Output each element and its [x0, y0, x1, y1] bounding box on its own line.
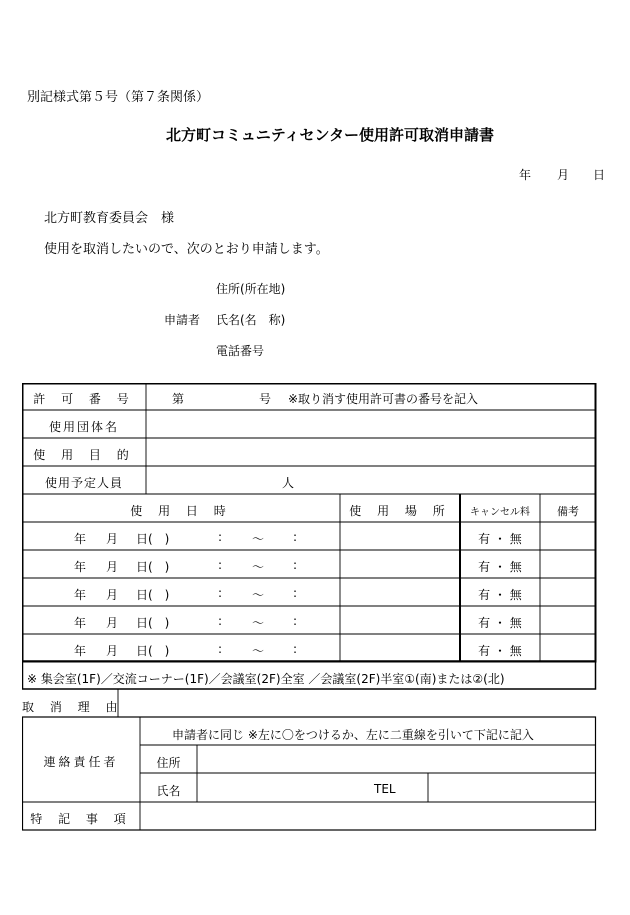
- schedule-year: 年: [74, 616, 87, 630]
- permit-number-suffix: 号: [259, 392, 272, 406]
- cancel-fee-choice: 有 ・ 無: [478, 560, 522, 574]
- schedule-day: 日( ): [136, 616, 170, 630]
- schedule-month: 月: [106, 560, 119, 574]
- schedule-year: 年: [74, 588, 87, 602]
- schedule-colon-start: :: [218, 586, 223, 600]
- contact-label: 連絡責任者: [43, 755, 119, 769]
- cancel-fee-choice: 有 ・ 無: [478, 532, 522, 546]
- schedule-day: 日( ): [136, 532, 170, 546]
- contact-tel-label: TEL: [374, 782, 396, 796]
- schedule-colon-end: :: [293, 614, 298, 628]
- group-name-label: 使用団体名: [48, 420, 119, 434]
- cancel-fee-header: キャンセル料: [470, 507, 530, 518]
- schedule-colon-start: :: [218, 558, 223, 572]
- schedule-colon-start: :: [218, 642, 223, 656]
- date-day-label: 日: [593, 168, 606, 182]
- addressee: 北方町教育委員会 様: [44, 211, 175, 226]
- special-notes-label: 特 記 事 項: [30, 812, 132, 826]
- cancel-fee-choice: 有 ・ 無: [478, 644, 522, 658]
- applicant-name-label: 氏名(名 称): [216, 313, 286, 327]
- datetime-header: 使 用 日 時: [130, 504, 232, 518]
- schedule-day: 日( ): [136, 644, 170, 658]
- page-title: 北方町コミュニティセンター使用許可取消申請書: [166, 126, 494, 144]
- schedule-month: 月: [106, 616, 119, 630]
- contact-address-label: 住所: [156, 756, 181, 770]
- cancel-fee-choice: 有 ・ 無: [478, 588, 522, 602]
- place-header: 使 用 場 所: [349, 504, 451, 518]
- schedule-year: 年: [74, 532, 87, 546]
- people-unit: 人: [282, 476, 295, 490]
- remarks-header: 備考: [557, 505, 579, 518]
- schedule-month: 月: [106, 532, 119, 546]
- date-month-label: 月: [557, 168, 570, 182]
- schedule-colon-end: :: [293, 558, 298, 572]
- applicant-address-label: 住所(所在地): [216, 282, 286, 296]
- schedule-colon-end: :: [293, 530, 298, 544]
- schedule-tilde: ～: [252, 532, 265, 546]
- intro-text: 使用を取消したいので、次のとおり申請します。: [44, 242, 329, 257]
- contact-name-label: 氏名: [156, 784, 181, 798]
- schedule-year: 年: [74, 644, 87, 658]
- permit-number-note: ※取り消す使用許可書の番号を記入: [288, 392, 479, 406]
- schedule-tilde: ～: [252, 588, 265, 602]
- rooms-note: ※ 集会室(1F)／交流コーナー(1F)／会議室(2F)全室 ／会議室(2F)半室①(南)または②(北): [27, 672, 505, 686]
- schedule-year: 年: [74, 560, 87, 574]
- schedule-colon-end: :: [293, 586, 298, 600]
- permit-number-label: 許 可 番 号: [33, 392, 135, 406]
- contact-note: 申請者に同じ ※左に〇をつけるか、左に二重線を引いて下記に記入: [172, 728, 534, 742]
- applicant-role-label: 申請者: [164, 313, 201, 327]
- schedule-tilde: ～: [252, 560, 265, 574]
- schedule-tilde: ～: [252, 644, 265, 658]
- schedule-month: 月: [106, 588, 119, 602]
- permit-number-prefix: 第: [172, 392, 185, 406]
- applicant-phone-label: 電話番号: [216, 344, 265, 358]
- schedule-colon-start: :: [218, 614, 223, 628]
- schedule-colon-start: :: [218, 530, 223, 544]
- date-year-label: 年: [519, 168, 532, 182]
- form-number: 別記様式第５号（第７条関係）: [27, 90, 210, 105]
- purpose-label: 使 用 目 的: [33, 448, 135, 462]
- schedule-colon-end: :: [293, 642, 298, 656]
- reason-label: 取 消 理 由: [22, 700, 124, 714]
- people-label: 使用予定人員: [44, 476, 123, 490]
- cancel-fee-choice: 有 ・ 無: [478, 616, 522, 630]
- schedule-day: 日( ): [136, 588, 170, 602]
- schedule-month: 月: [106, 644, 119, 658]
- schedule-day: 日( ): [136, 560, 170, 574]
- schedule-tilde: ～: [252, 616, 265, 630]
